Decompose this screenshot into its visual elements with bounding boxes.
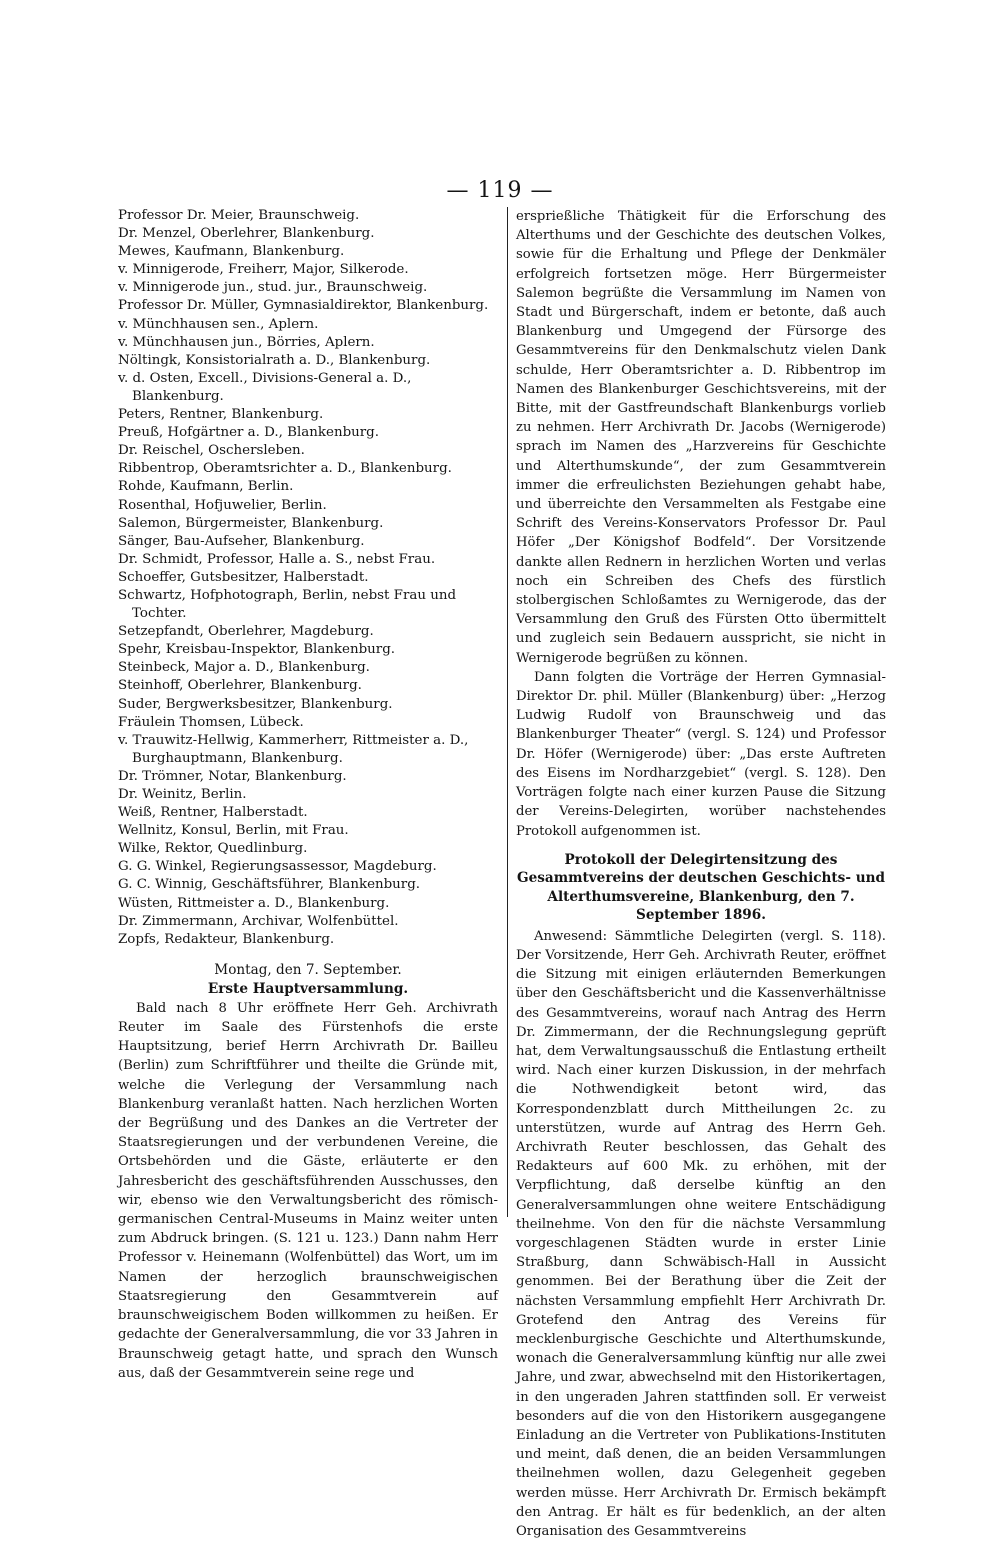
date-heading: Montag, den 7. September. bbox=[214, 961, 402, 978]
column-rule bbox=[507, 207, 508, 1217]
attendee-entry: Setzepfandt, Oberlehrer, Magdeburg. bbox=[118, 624, 374, 640]
attendee-entry: Weiß, Rentner, Halberstadt. bbox=[118, 805, 308, 821]
attendee-entry: v. Trauwitz-Hellwig, Kammerherr, Rittmeister a. D., Burghauptmann, Blankenburg. bbox=[118, 732, 469, 766]
attendee-entry: v. Münchhausen jun., Börries, Aplern. bbox=[118, 334, 375, 350]
attendee-entry: Professor Dr. Müller, Gymnasialdirektor, Blankenburg. bbox=[118, 298, 489, 314]
attendee-entry: Zopfs, Redakteur, Blankenburg. bbox=[118, 931, 335, 947]
protocol-paragraph: Anwesend: Sämmtliche Delegirten (vergl. S. 118). Der Vorsitzende, Herr Geh. Archivrath Reuter, eröffnet die Sitzung mit einigen erläuternden Bemerkungen über den Geschäftsbericht und die Kassenverhältnisse des Gesammtvereins, worauf nach Antrag des Herrn Dr. Zimmermann, der die Rechnungslegung geprüft hat, dem Verwaltungsausschuß die Entlastung ertheilt wird. Nach einer kurzen Diskussion, in der mehrfach die Nothwendigkeit betont wird, das Korrespondenzblatt durch Mittheilungen 2c. zu unterstützen, wurde auf Antrag des Herrn Geh. Archivrath Reuter beschlossen, das Gehalt des Redakteurs auf 600 Mk. zu erhöhen, mit der Verpflichtung, daß derselbe künftig an den Generalversammlungen ohne weitere Entschädigung theilnehme. Von den für die nächste Versammlung vorgeschlagenen Städten wurde in erster Linie Straßburg, dann Schwäbisch-Hall in Aussicht genommen. Bei der Berathung über die Zeit der nächsten Versammlung empfiehlt Herr Archivrath Dr. Grotefend den Antrag des Vereins für mecklenburgische Geschichte und Alterthumskunde, wonach die Generalversammlung künftig nur alle zwei Jahre, und zwar, abwechselnd mit den Historikertagen, in den ungeraden Jahren stattfinden soll. Er verweist besonders auf die von den Historikern ausgegangene Einladung an die Vertreter von Publikations-Instituten und meint, daß denen, die an beiden Versammlungen theilnehmen wollen, dazu Gelegenheit gegeben werden müsse. Herr Archivrath Dr. Ermisch bekämpft den Antrag. Er hält es für bedenklich, an der alten Organisation des Gesammtvereins bbox=[516, 928, 886, 1539]
attendee-entry: Suder, Bergwerksbesitzer, Blankenburg. bbox=[118, 696, 393, 712]
attendee-entry: v. d. Osten, Excell., Divisions-General a. D., Blankenburg. bbox=[118, 370, 412, 404]
session-heading: Erste Hauptversammlung. bbox=[207, 980, 409, 997]
attendee-entry: G. G. Winkel, Regierungsassessor, Magdeburg. bbox=[118, 859, 437, 875]
attendee-entry: Salemon, Bürgermeister, Blankenburg. bbox=[118, 515, 384, 531]
lectures-paragraph: Dann folgten die Vorträge der Herren Gymnasial-Direktor Dr. phil. Müller (Blankenburg) über: „Herzog Ludwig Rudolf von Braunschweig und das Blankenburger Theater“ (vergl. S. 124) und Professor Dr. Höfer (Wernigerode) über: „Das erste Auftreten des Eisens im Nordharzgebiet“ (vergl. S. 128). Den Vorträgen folgte nach einer kurzen Pause die Sitzung der Vereins-Delegirten, worüber nachstehendes Protokoll aufgenommen ist. bbox=[516, 669, 886, 839]
attendee-entry: Spehr, Kreisbau-Inspektor, Blankenburg. bbox=[118, 642, 396, 658]
attendee-entry: Wüsten, Rittmeister a. D., Blankenburg. bbox=[118, 895, 390, 911]
attendee-entry: v. Minnigerode jun., stud. jur., Braunschweig. bbox=[118, 280, 428, 296]
attendee-entry: G. C. Winnig, Geschäftsführer, Blankenburg. bbox=[118, 877, 421, 893]
attendee-entry: Rohde, Kaufmann, Berlin. bbox=[118, 479, 294, 495]
attendee-entry: Dr. Menzel, Oberlehrer, Blankenburg. bbox=[118, 226, 375, 242]
attendee-entry: Dr. Weinitz, Berlin. bbox=[118, 787, 247, 802]
welcome-paragraph: ersprießliche Thätigkeit für die Erforschung des Alterthums und der Geschichte des deutschen Volkes, sowie für die Erhaltung und Pflege der Denkmäler erfolgreich fortsetzen möge. Herr Bürgermeister Salemon begrüßte die Versammlung im Namen von Stadt und Bürgerschaft, indem er betonte, daß auch Blankenburg und Umgegend der Fürsorge des Gesammtvereins für den Denkmalschutz vielen Dank schulde, Herr Oberamtsrichter a. D. Ribbentrop im Namen des Blankenburger Geschichtsvereins, mit der Bitte, mit der Gastfreundschaft Blankenburgs vorlieb zu nehmen. Herr Archivrath Dr. Jacobs (Wernigerode) sprach im Namen des „Harzvereins für Geschichte und Alterthumskunde“, der zum Gesammtverein immer die erfreulichsten Beziehungen gehabt habe, und überreichte den Versammelten als Festgabe eine Schrift des Vereins-Konservators Professor Dr. Paul Höfer „Der Königshof Bodfeld“. Der Vorsitzende dankte allen Rednern in herzlichen Worten und verlas noch ein Schreiben des Chefs des fürstlich stolbergischen Schloßamtes zu Wernigerode, das der Versammlung den Gruß des Fürsten Otto übermittelt und zugleich sein Bedauern ausspricht, sie nicht in Wernigerode begrüßen zu können. bbox=[516, 209, 886, 666]
attendee-entry: Wellnitz, Konsul, Berlin, mit Frau. bbox=[118, 823, 349, 839]
attendee-entry: Mewes, Kaufmann, Blankenburg. bbox=[118, 244, 345, 260]
attendee-entry: Professor Dr. Meier, Braunschweig. bbox=[118, 208, 360, 223]
attendee-entry: Dr. Zimmermann, Archivar, Wolfenbüttel. bbox=[118, 913, 399, 929]
left-column bbox=[118, 207, 498, 1383]
attendee-entry: v. Münchhausen sen., Aplern. bbox=[118, 316, 319, 332]
attendee-entry: Fräulein Thomsen, Lübeck. bbox=[118, 714, 304, 730]
right-column bbox=[516, 207, 886, 1541]
attendee-entry: Steinbeck, Major a. D., Blankenburg. bbox=[118, 660, 370, 676]
attendee-entry: Dr. Reischel, Oschersleben. bbox=[118, 443, 305, 459]
attendee-entry: Nöltingk, Konsistorialrath a. D., Blankenburg. bbox=[118, 352, 431, 368]
attendee-entry: Wilke, Rektor, Quedlinburg. bbox=[118, 841, 308, 857]
attendee-entry: Dr. Trömner, Notar, Blankenburg. bbox=[118, 768, 347, 784]
attendee-entry: Steinhoff, Oberlehrer, Blankenburg. bbox=[118, 678, 362, 694]
attendee-entry: v. Minnigerode, Freiherr, Major, Silkerode. bbox=[118, 262, 409, 278]
attendee-entry: Ribbentrop, Oberamtsrichter a. D., Blankenburg. bbox=[118, 461, 452, 477]
attendee-entry: Sänger, Bau-Aufseher, Blankenburg. bbox=[118, 533, 365, 549]
session-paragraph: Bald nach 8 Uhr eröffnete Herr Geh. Archivrath Reuter im Saale des Fürstenhofs die erste Hauptsitzung, berief Herrn Archivrath Dr. Bailleu (Berlin) zum Schriftführer und theilte die Gründe mit, welche die Verlegung der Versammlung nach Blankenburg veranlaßt hatten. Nach herzlichen Worten der Begrüßung und des Dankes an die Vertreter der Staatsregierungen und der verbundenen Vereine, die Ortsbehörden und die Gäste, erläuterte er den Jahresbericht des geschäftsführenden Ausschusses, den wir, ebenso wie den Verwaltungsbericht des römisch-germanischen Central-Museums in Mainz weiter unten zum Abdruck bringen. (S. 121 u. 123.) Dann nahm Herr Professor v. Heinemann (Wolfenbüttel) das Wort, um im Namen der herzoglich braunschweigischen Staatsregierung den Gesammtverein auf braunschweigischem Boden willkommen zu heißen. Er gedachte der Generalversammlung, die vor 33 Jahren in Braunschweig getagt hatte, und sprach den Wunsch aus, daß der Gesammtverein seine rege und bbox=[118, 1000, 498, 1381]
protocol-heading: Protokoll der Delegirtensitzung des Gesammtvereins der deutschen Geschichts- und Alterthumsvereine, Blankenburg, den 7. September 1896. bbox=[517, 851, 885, 924]
page-number: — 119 — bbox=[446, 178, 554, 203]
attendee-entry: Rosenthal, Hofjuwelier, Berlin. bbox=[118, 497, 327, 513]
attendee-entry: Peters, Rentner, Blankenburg. bbox=[118, 407, 324, 423]
attendee-entry: Dr. Schmidt, Professor, Halle a. S., nebst Frau. bbox=[118, 551, 436, 567]
attendee-entry: Schoeffer, Gutsbesitzer, Halberstadt. bbox=[118, 569, 369, 585]
attendee-entry: Preuß, Hofgärtner a. D., Blankenburg. bbox=[118, 425, 379, 441]
attendee-entry: Schwartz, Hofphotograph, Berlin, nebst Frau und Tochter. bbox=[118, 587, 457, 622]
attendee-list bbox=[118, 207, 498, 949]
